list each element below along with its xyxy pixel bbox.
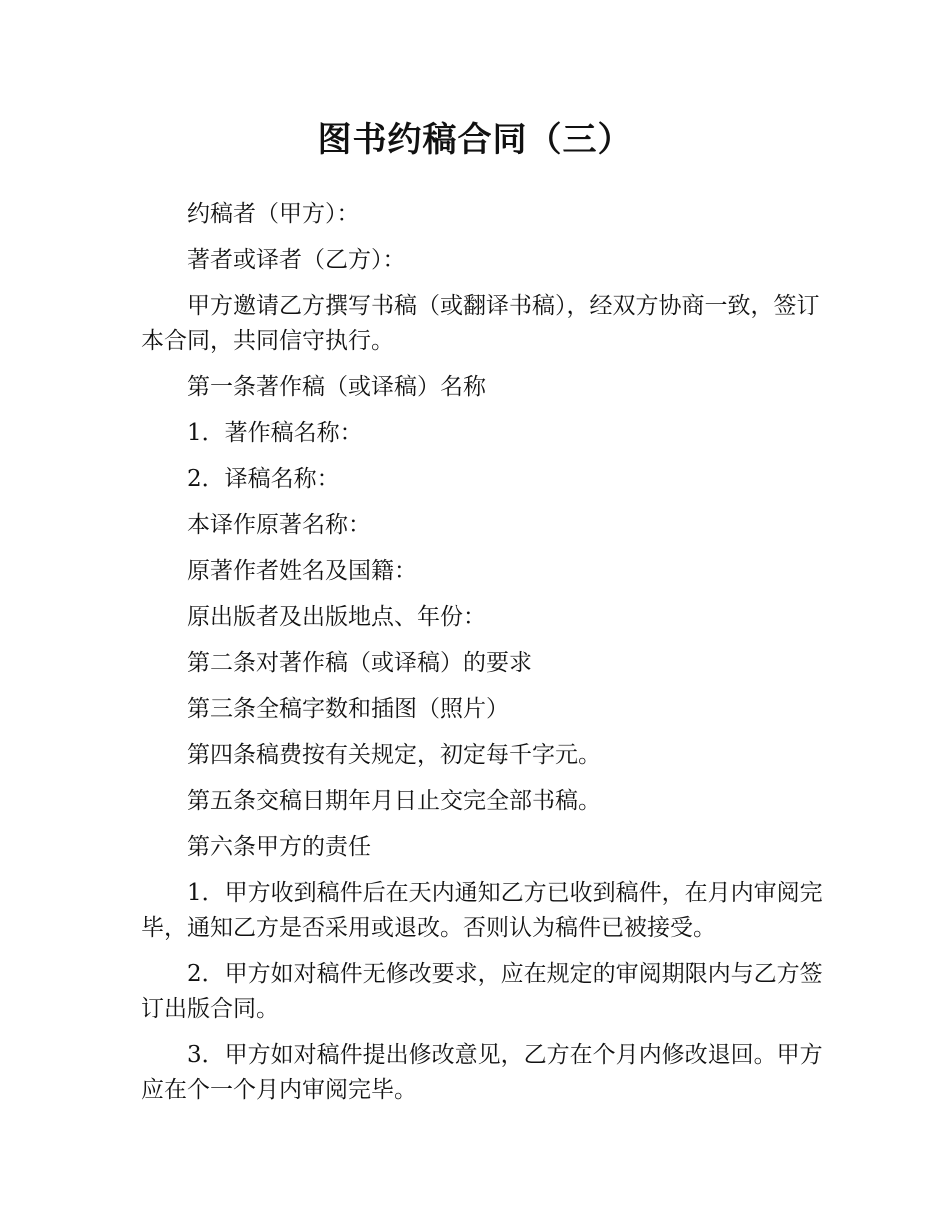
paragraph-clause-6-3: 3．甲方如对稿件提出修改意见，乙方在个月内修改退回。甲方应在个一个月内审阅完毕。 [141, 1042, 823, 1103]
paragraph-translation-name: 2．译稿名称： [187, 466, 340, 492]
paragraph-clause-6-1: 1．甲方收到稿件后在天内通知乙方已收到稿件，在月内审阅完毕，通知乙方是否采用或退改。否则认为稿件已被接受。 [141, 880, 823, 941]
paragraph-preamble: 甲方邀请乙方撰写书稿（或翻译书稿），经双方协商一致，签订本合同，共同信守执行。 [141, 293, 820, 354]
paragraph-manuscript-name: 1．著作稿名称： [187, 420, 363, 446]
paragraph-party-a: 约稿者（甲方）： [187, 201, 360, 227]
paragraph-article-3: 第三条全稿字数和插图（照片） [187, 696, 509, 722]
paragraph-original-author: 原著作者姓名及国籍： [187, 558, 417, 584]
paragraph-article-2: 第二条对著作稿（或译稿）的要求 [187, 650, 532, 676]
paragraph-clause-6-2: 2．甲方如对稿件无修改要求，应在规定的审阅期限内与乙方签订出版合同。 [141, 961, 823, 1022]
paragraph-article-4: 第四条稿费按有关规定，初定每千字元。 [187, 742, 601, 768]
document-body [141, 197, 831, 1119]
paragraph-article-5: 第五条交稿日期年月日止交完全部书稿。 [187, 788, 601, 814]
paragraph-original-publisher: 原出版者及出版地点、年份： [187, 604, 486, 630]
document-title: 图书约稿合同（三） [317, 120, 633, 160]
paragraph-party-b: 著者或译者（乙方）： [187, 247, 406, 273]
paragraph-original-title: 本译作原著名称： [187, 512, 371, 538]
paragraph-article-6: 第六条甲方的责任 [187, 834, 371, 860]
paragraph-article-1: 第一条著作稿（或译稿）名称 [187, 374, 486, 400]
